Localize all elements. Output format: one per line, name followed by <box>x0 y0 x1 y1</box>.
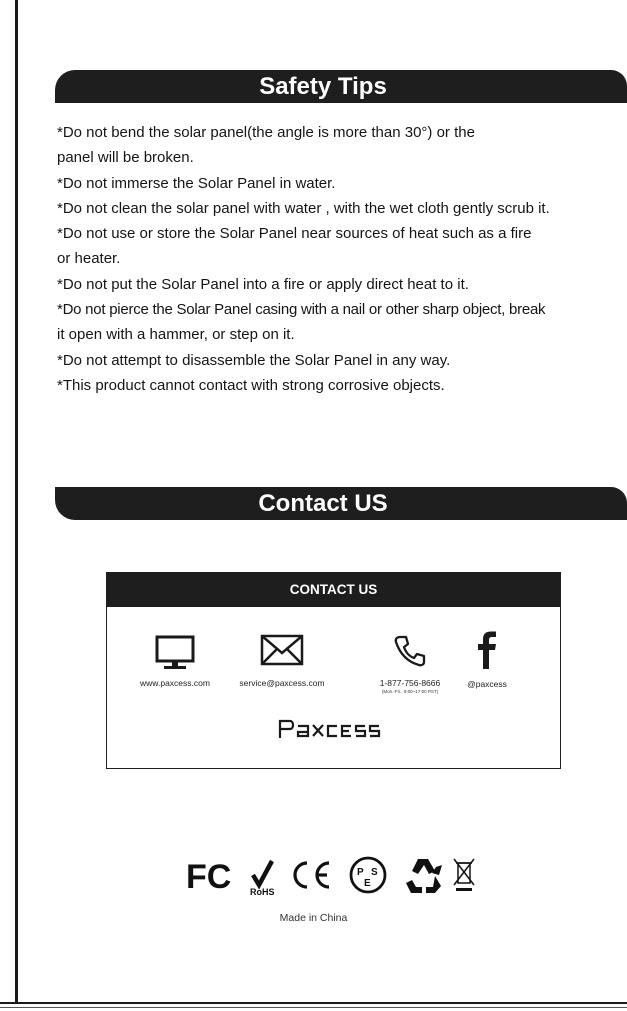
tip-line: *Do not attempt to disassemble the Solar Panel in any way. <box>57 351 451 369</box>
monitor-icon <box>153 635 197 671</box>
svg-text:FC: FC <box>186 858 232 896</box>
left-border-line <box>15 0 18 1004</box>
tip-line: *Do not clean the solar panel with water , with the wet cloth gently scrub it. <box>57 199 550 217</box>
email-link[interactable]: service@paxcess.com <box>239 678 325 688</box>
website-contact <box>125 635 225 688</box>
fc-mark <box>186 858 231 896</box>
email-contact <box>227 633 337 688</box>
tip-line: *Do not pierce the Solar Panel casing with a nail or other sharp object, break <box>57 301 546 319</box>
contact-us-heading: Contact US <box>258 490 388 517</box>
tip-line: panel will be broken. <box>57 149 194 167</box>
tip-line: or heater. <box>57 250 121 268</box>
tip-line: *Do not put the Solar Panel into a fire or apply direct heat to it. <box>57 275 469 293</box>
tip-line: *Do not use or store the Solar Panel near sources of heat such as a fire <box>57 225 532 243</box>
pse-mark <box>351 858 385 892</box>
tip-line: *This product cannot contact with strong corrosive objects. <box>57 376 445 394</box>
svg-text:P: P <box>357 867 364 878</box>
facebook-handle[interactable]: @paxcess <box>467 679 507 689</box>
weee-bin-icon <box>454 859 474 891</box>
paxcess-logo-mark <box>278 718 390 740</box>
ce-mark <box>295 863 329 887</box>
contact-us-banner <box>55 487 627 520</box>
tip-line: *Do not bend the solar panel(the angle is more than 30°) or the <box>57 124 475 141</box>
envelope-icon <box>259 633 305 667</box>
bottom-border-line <box>0 1002 627 1004</box>
phone-number[interactable]: 1-877-756-8666 <box>379 678 441 688</box>
phone-icon <box>392 633 428 669</box>
bottom-border-line-thin <box>0 1007 627 1008</box>
tip-line: *Do not immerse the Solar Panel in water. <box>57 174 336 192</box>
made-in-text: Made in China <box>279 912 348 924</box>
contact-card <box>106 572 561 769</box>
phone-hours: (Mon.-Fri., 9:00~17:00 PST) <box>381 689 439 694</box>
facebook-icon <box>475 631 499 669</box>
paxcess-logo <box>107 718 560 745</box>
recycle-icon <box>406 859 442 893</box>
certification-marks <box>186 853 506 897</box>
svg-text:RoHS: RoHS <box>250 887 275 897</box>
safety-tips-banner <box>55 70 627 103</box>
contact-card-title: CONTACT US <box>107 573 560 607</box>
svg-text:S: S <box>371 867 378 878</box>
website-link[interactable]: www.paxcess.com <box>140 678 210 688</box>
rohs-mark <box>250 861 275 897</box>
tip-line: it open with a hammer, or step on it. <box>57 326 295 344</box>
safety-tips-heading: Safety Tips <box>259 73 387 100</box>
phone-contact <box>355 633 465 694</box>
facebook-contact <box>452 631 522 689</box>
svg-text:E: E <box>364 878 371 889</box>
safety-tips-list <box>57 120 622 398</box>
